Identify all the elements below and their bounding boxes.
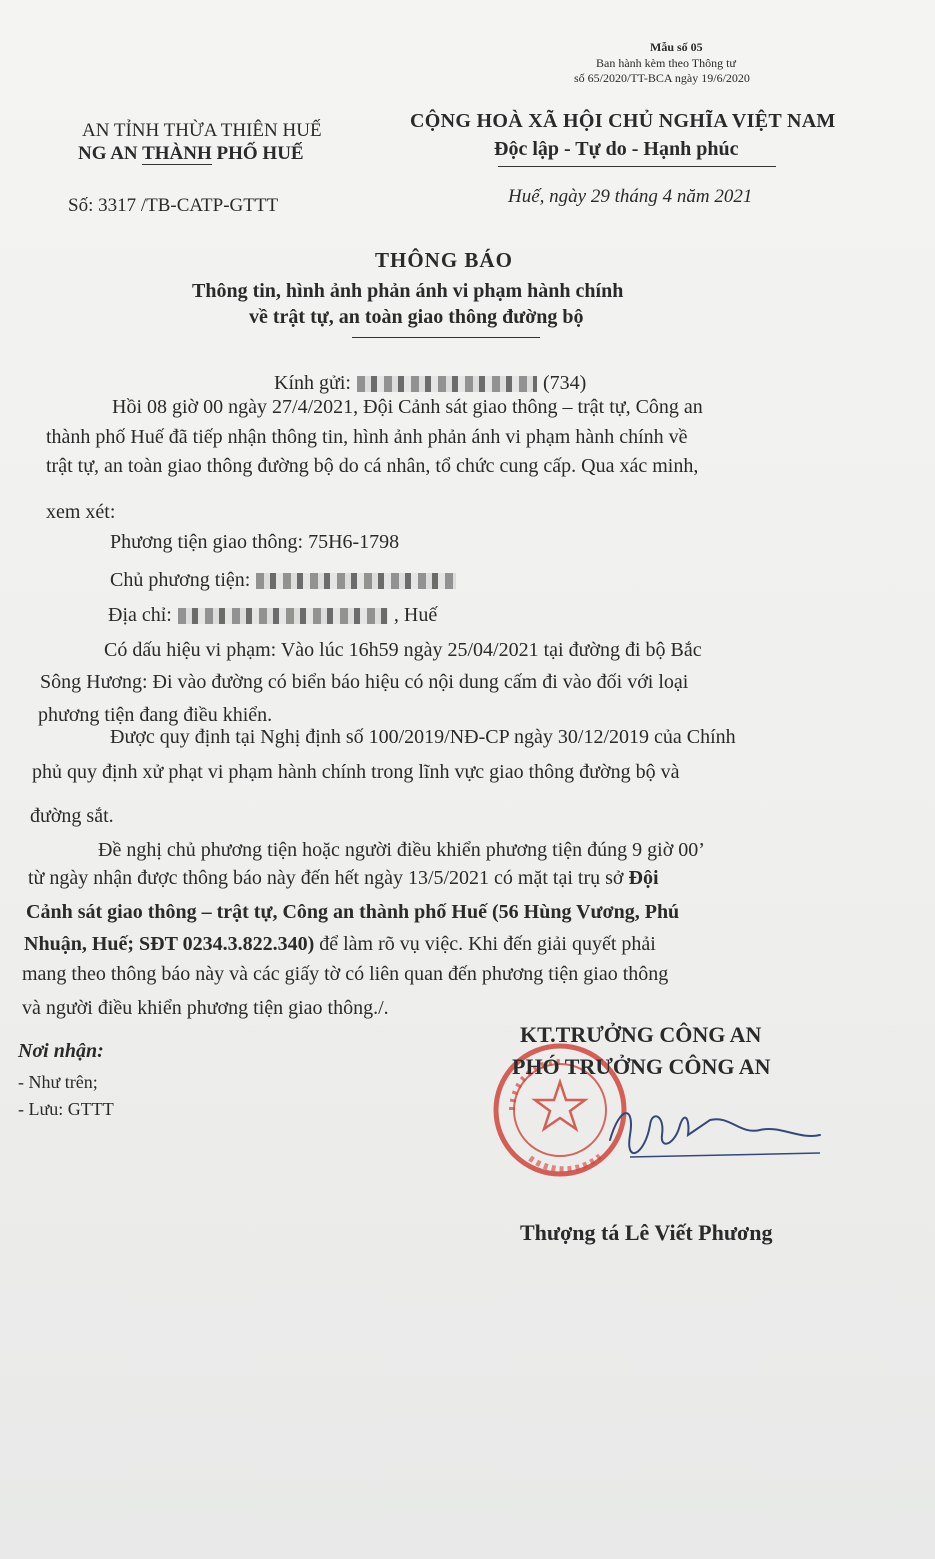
p1-line-1: Hồi 08 giờ 00 ngày 27/4/2021, Đội Cảnh sát giao thông – trật tự, Công an [112, 396, 703, 418]
recipient-item-1: - Như trên; [18, 1072, 98, 1092]
redacted-owner [256, 573, 456, 589]
national-title: CỘNG HOÀ XÃ HỘI CHỦ NGHĨA VIỆT NAM [410, 110, 836, 132]
agency-line-2a: NG AN [78, 143, 143, 164]
doc-title: THÔNG BÁO [375, 248, 513, 272]
address-line [108, 603, 437, 627]
sign-title-1: KT.TRƯỞNG CÔNG AN [520, 1022, 762, 1047]
owner-label: Chủ phương tiện: [110, 569, 251, 591]
request-line-3: Cảnh sát giao thông – trật tự, Công an thành phố Huế (56 Hùng Vương, Phú [26, 901, 680, 923]
recipient-line [274, 372, 586, 395]
request-line-4b: để làm rõ vụ việc. Khi đến giải quyết phải [314, 933, 656, 955]
place-date: Huế, ngày 29 tháng 4 năm 2021 [508, 186, 753, 207]
vehicle-line: Phương tiện giao thông: 75H6-1798 [110, 531, 400, 553]
p1-line-2: thành phố Huế đã tiếp nhận thông tin, hình ảnh phản ánh vi phạm hành chính về [46, 426, 688, 448]
request-line-2 [28, 866, 659, 890]
violation-line-1: Có dấu hiệu vi phạm: Vào lúc 16h59 ngày 25/04/2021 tại đường đi bộ Bắc [104, 639, 702, 661]
agency-line-2b: THÀNH [142, 143, 212, 164]
regulation-line-2: phủ quy định xử phạt vi phạm hành chính trong lĩnh vực giao thông đường bộ và [32, 761, 680, 783]
recipients-title: Nơi nhận: [18, 1040, 104, 1062]
request-line-2a: từ ngày nhận được thông báo này đến hết ngày 13/5/2021 có mặt tại trụ sở [28, 867, 629, 889]
sign-title-2: PHÓ TRƯỞNG CÔNG AN [512, 1054, 771, 1079]
request-line-6: và người điều khiển phương tiện giao thông./. [22, 997, 389, 1019]
recipient-item-2: - Lưu: GTTT [18, 1099, 114, 1119]
issued-with: Ban hành kèm theo Thông tư [596, 56, 736, 70]
subtitle-underline [352, 337, 540, 338]
violation-line-2: Sông Hương: Đi vào đường có biển báo hiệu có nội dung cấm đi vào đối với loại [40, 671, 689, 693]
redacted-name [357, 376, 537, 392]
p1-line-3: trật tự, an toàn giao thông đường bộ do cá nhân, tổ chức cung cấp. Qua xác minh, [46, 455, 699, 477]
p1-line-4: xem xét: [46, 501, 116, 523]
request-line-2b: Đội [628, 867, 659, 889]
request-line-5: mang theo thông báo này và các giấy tờ có liên quan đến phương tiện giao thông [22, 963, 669, 985]
circular-ref: số 65/2020/TT-BCA ngày 19/6/2020 [574, 71, 750, 85]
recipient-suffix: (734) [542, 372, 587, 394]
agency-line-2c: PHỐ HUẾ [211, 143, 304, 164]
signature-icon [590, 1095, 830, 1175]
agency-line-1: AN TỈNH THỪA THIÊN HUẾ [82, 120, 322, 141]
address-suffix: , Huế [393, 604, 438, 626]
owner-line [110, 568, 462, 592]
request-line-4 [24, 932, 656, 956]
doc-subtitle-2: về trật tự, an toàn giao thông đường bộ [249, 306, 584, 328]
regulation-line-1: Được quy định tại Nghị định số 100/2019/NĐ-CP ngày 30/12/2019 của Chính [110, 726, 736, 748]
agency-line-2 [78, 143, 304, 165]
document-number: Số: 3317 /TB-CATP-GTTT [68, 195, 279, 216]
motto-underline [498, 166, 776, 167]
recipient-label: Kính gửi: [274, 372, 351, 394]
request-line-4a: Nhuận, Huế; SĐT 0234.3.822.340) [24, 933, 315, 955]
violation-line-3: phương tiện đang điều khiển. [38, 704, 273, 726]
form-number: Mẫu số 05 [650, 40, 703, 54]
address-label: Địa chỉ: [108, 604, 172, 626]
doc-subtitle-1: Thông tin, hình ảnh phản ánh vi phạm hành chính [192, 280, 624, 302]
national-motto: Độc lập - Tự do - Hạnh phúc [494, 138, 739, 160]
regulation-line-3: đường sắt. [30, 805, 114, 827]
request-line-1: Đề nghị chủ phương tiện hoặc người điều khiển phương tiện đúng 9 giờ 00’ [98, 839, 705, 861]
signer-name: Thượng tá Lê Viết Phương [520, 1220, 773, 1245]
redacted-address [178, 608, 388, 624]
